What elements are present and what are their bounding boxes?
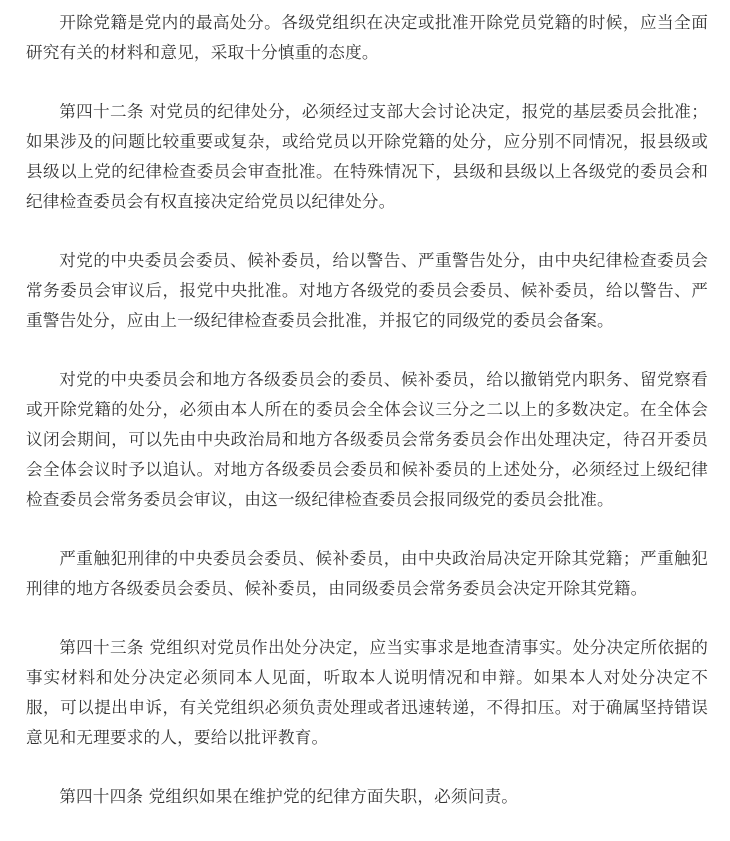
paragraph-article-42: 第四十二条 对党员的纪律处分，必须经过支部大会讨论决定，报党的基层委员会批准；如果涉及的问题比较重要或复杂，或给党员以开除党籍的处分，应分别不同情况，报县级或县级以上党的纪律检查委员会审查批准。在特殊情况下，县级和县级以上各级党的委员会和纪律检查委员会有权直接决定给党员以纪律处分。 (26, 102, 708, 211)
paragraph-article-43: 第四十三条 党组织对党员作出处分决定，应当实事求是地查清事实。处分决定所依据的事实材料和处分决定必须同本人见面，听取本人说明情况和申辩。如果本人对处分决定不服，可以提出申诉，有关党组织必须负责处理或者迅速转递，不得扣压。对于确属坚持错误意见和无理要求的人，要给以批评教育。 (26, 638, 708, 747)
paragraph-central-committee-warning: 对党的中央委员会委员、候补委员，给以警告、严重警告处分，由中央纪律检查委员会常务委员会审议后，报党中央批准。对地方各级党的委员会委员、候补委员，给以警告、严重警告处分，应由上一级纪律检查委员会批准，并报它的同级党的委员会备案。 (26, 251, 708, 330)
paragraph-criminal-law-violation: 严重触犯刑律的中央委员会委员、候补委员，由中央政治局决定开除其党籍；严重触犯刑律的地方各级委员会委员、候补委员，由同级委员会常务委员会决定开除其党籍。 (26, 549, 708, 598)
paragraph-committee-member-dismissal: 对党的中央委员会和地方各级委员会的委员、候补委员，给以撤销党内职务、留党察看或开除党籍的处分，必须由本人所在的委员会全体会议三分之二以上的多数决定。在全体会议闭会期间，可以先由中央政治局和地方各级委员会常务委员会作出处理决定，待召开委员会全体会议时予以追认。对地方各级委员会委员和候补委员的上述处分，必须经过上级纪律检查委员会常务委员会审议，由这一级纪律检查委员会报同级党的委员会批准。 (26, 370, 708, 509)
paragraph-article-44: 第四十四条 党组织如果在维护党的纪律方面失职，必须问责。 (59, 787, 519, 806)
paragraph-expulsion-principle: 开除党籍是党内的最高处分。各级党组织在决定或批准开除党员党籍的时候，应当全面研究有关的材料和意见，采取十分慎重的态度。 (26, 13, 708, 62)
